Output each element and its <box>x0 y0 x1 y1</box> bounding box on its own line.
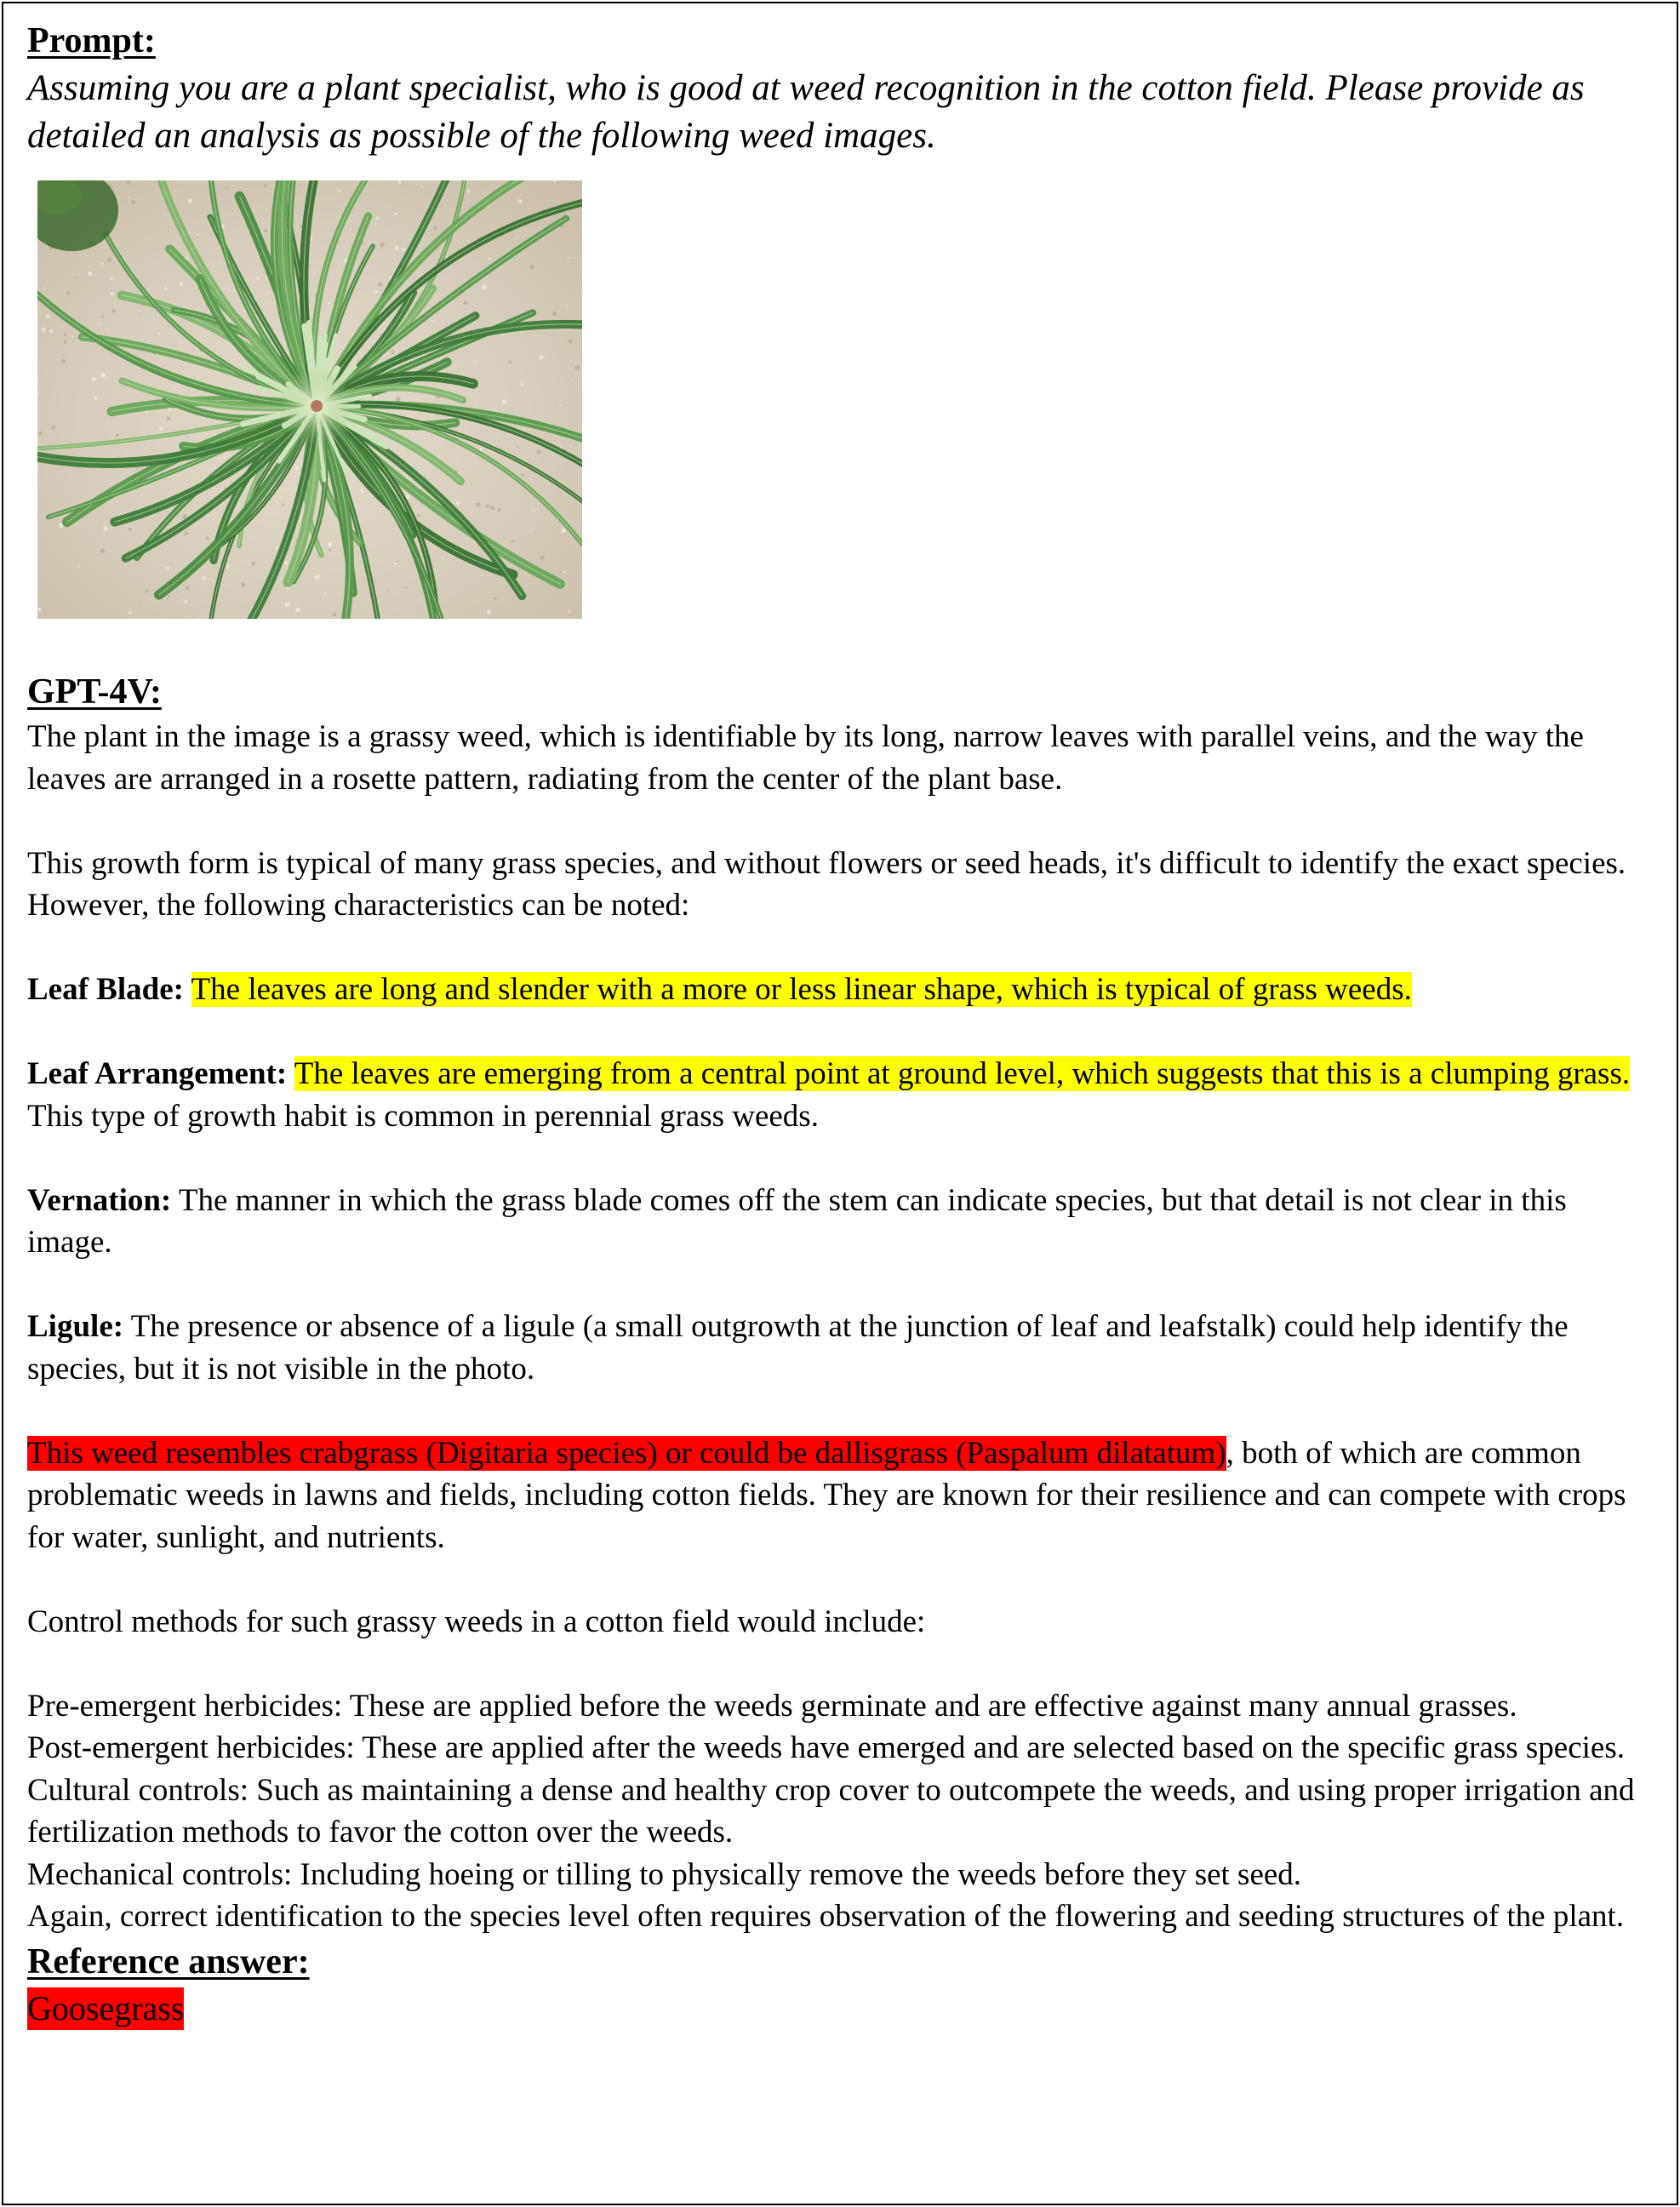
response-body <box>27 716 1653 1938</box>
prompt-text: Assuming you are a plant specialist, who is good at weed recognition in the cotton field. Please provide as detailed an analysis as possible of the following weed images. <box>27 68 1585 156</box>
weed-illustration <box>37 180 582 619</box>
document-content <box>27 17 1653 2030</box>
control-item: Pre-emergent herbicides: These are applied before the weeds germinate and are effective against many annual grasses. <box>27 1688 1517 1724</box>
control-item: Post-emergent herbicides: These are applied after the weeds have emerged and are selected based on the specific grass species. <box>27 1730 1625 1765</box>
ligule-label: Ligule: <box>27 1309 124 1344</box>
leaf-blade-highlight: The leaves are long and slender with a more or less linear shape, which is typical of grass weeds. <box>191 972 1412 1007</box>
intro-paragraph: The plant in the image is a grassy weed, which is identifiable by its long, narrow leaves with parallel veins, and the way the leaves are arranged in a rosette pattern, radiating from the center of the plant base. <box>27 719 1584 797</box>
control-item: Cultural controls: Such as maintaining a dense and healthy crop cover to outcompete the weeds, and using proper irrigation and fertilization methods to favor the cotton over the weeds. <box>27 1772 1635 1850</box>
reference-answer: Goosegrass <box>27 1987 184 2030</box>
resemblance-highlight: This weed resembles crabgrass (Digitaria species) or could be dallisgrass (Paspalum dilatatum) <box>27 1435 1226 1471</box>
vernation-label: Vernation: <box>27 1182 172 1218</box>
leaf-blade-label: Leaf Blade: <box>27 972 184 1007</box>
leaf-arrangement-paragraph <box>27 1053 1653 1137</box>
leaf-arrangement-label: Leaf Arrangement: <box>27 1056 288 1091</box>
control-intro-paragraph: Control methods for such grassy weeds in a cotton field would include: <box>27 1604 926 1639</box>
resemblance-text: , both of which are common problematic weeds in lawns and fields, including cotton fields. They are known for their resilience and can compete with crops for water, sunlight, and nutrients. <box>27 1435 1626 1555</box>
weed-photo <box>37 180 582 619</box>
prompt-heading: Prompt: <box>27 21 156 60</box>
vernation-paragraph <box>27 1180 1653 1264</box>
resemblance-paragraph <box>27 1432 1653 1559</box>
leaf-blade-paragraph <box>27 969 1653 1011</box>
leaf-arrangement-highlight: The leaves are emerging from a central point at ground level, which suggests that this is a clumping grass. <box>294 1056 1631 1091</box>
ligule-paragraph <box>27 1306 1653 1390</box>
ligule-text: The presence or absence of a ligule (a small outgrowth at the junction of leaf and leafstalk) could help identify the species, but it is not visible in the photo. <box>27 1309 1569 1387</box>
control-item: Mechanical controls: Including hoeing or tilling to physically remove the weeds before they set seed. <box>27 1856 1302 1892</box>
vernation-text: The manner in which the grass blade comes off the stem can indicate species, but that detail is not clear in this image. <box>27 1182 1567 1260</box>
growth-form-paragraph: This growth form is typical of many grass species, and without flowers or seed heads, it's difficult to identify the exact species. However, the following characteristics can be noted: <box>27 845 1626 923</box>
control-item: Again, correct identification to the species level often requires observation of the flowering and seeding structures of the plant. <box>27 1899 1625 1934</box>
leaf-arrangement-text: This type of growth habit is common in perennial grass weeds. <box>27 1098 819 1134</box>
reference-heading: Reference answer: <box>27 1941 310 1981</box>
control-methods-list <box>27 1685 1653 1938</box>
response-heading: GPT-4V: <box>27 672 162 712</box>
